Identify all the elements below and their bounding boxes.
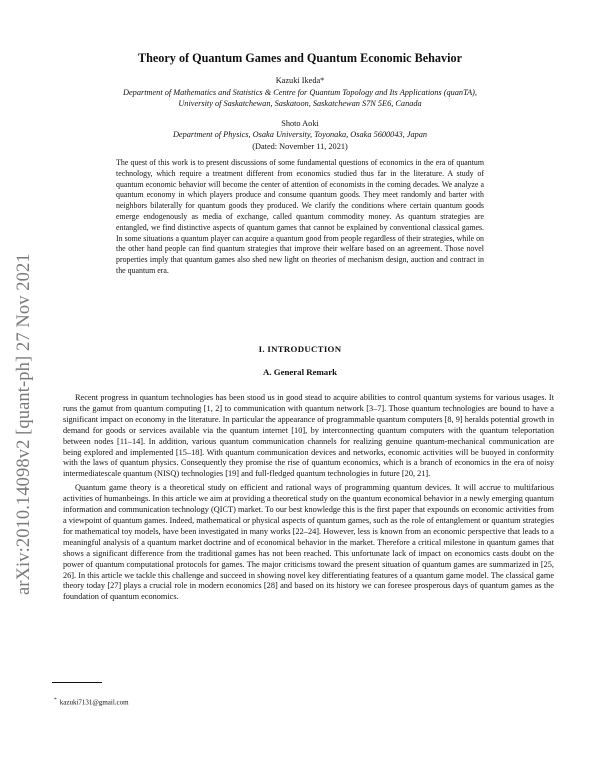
footnote-email: kazuki7131@gmail.com	[59, 698, 129, 707]
paragraph-1: Recent progress in quantum technologies has been stood us in good stead to acquire abilities to control quantum systems for various usages. It runs the gamut from quantum computing [1, 2] to communication with quantum network [3–7]. Those quantum technologies are bound to have a significant impact on economy in the literature. In particular the appearance of programmable quantum computers [8, 9] heralds potential growth in demand for goods or services available via the quantum internet [10], by interconnecting quantum computers with the quantum teleportation between nodes [11–14]. In addition, various quantum communication channels for realizing genuine quantum-mechanical communication are being explored and implemented [15–18]. With quantum communication devices and networks, economic activities will be buoyed in conformity with the laws of quantum physics. Consequently they promise the rise of quantum economics, which is a branch of economics in the era of noisy intermediatescale quantum (NISQ) technologies [19] and full-fledged quantum technologies in future [20, 21].	[63, 393, 554, 479]
arxiv-identifier: arXiv:2010.14098v2 [quant-ph] 27 Nov 2021	[14, 253, 34, 595]
subsection-heading: A. General Remark	[262, 367, 338, 377]
section-heading: I. INTRODUCTION	[258, 344, 342, 354]
abstract: The quest of this work is to present discussions of some fundamental questions of economics in the era of quantum technology, which require a treatment different from economics studied thus far in the literature. A study of quantum economic behavior will become the center of attention of economists in the coming decades. We analyze a quantum economy in which players produce and consume quantum goods. They meet randomly and barter with neighbors bilaterally for quantum goods they produced. We clarify the conditions where certain quantum goods emerge endogenously as media of exchange, called quantum commodity money. As quantum strategies are entangled, we find distinctive aspects of quantum games that cannot be explained by conventional classical games. In some situations a quantum player can acquire a quantum good from people regardless of their strategies, while on the other hand people can find quantum strategies that improve their welfare based on an agreement. Those novel properties imply that quantum games also shed new light on theories of mechanism design, auction and contract in the quantum era.	[116, 158, 484, 275]
footnote-marker: *	[54, 697, 57, 703]
affiliation-2: Department of Physics, Osaka University, Toyonaka, Osaka 5600043, Japan	[172, 130, 428, 139]
author-name-2: Shoto Aoki	[281, 119, 319, 128]
body-text	[63, 393, 554, 606]
paper-title: Theory of Quantum Games and Quantum Economic Behavior	[137, 51, 462, 65]
paragraph-2: Quantum game theory is a theoretical study on efficient and rational ways of programming quantum devices. It will accrue to multifarious activities of humanbeings. In this article we aim at providing a theoretical study on the quantum economical behavior in a newly emerging quantum information and communication technology (QICT) market. To our best knowledge this is the first paper that expounds on economic activities from a viewpoint of quantum games. Indeed, mathematical or physical aspects of quantum games, such as the role of entanglement or quantum strategies for mathematical toy models, have been investigated in many works [22–24]. However, less is known from an economic perspective that leads to a meaningful analysis of a quantum market doctrine and of economical behavior in the market. Therefore a critical milestone in quantum games that shows a significant difference from the traditional games has not been reached. This unfortunate lack of impact on economics casts doubt on the power of quantum computational protocols for games. The major criticisms toward the present situation of quantum games are summarized in [25, 26]. In this article we tackle this challenge and succeed in showing novel key differentiating features of a quantum game model. The classical game theory today [27] plays a crucial role in modern economics [28] and based on its history we can foresee prosperous days of quantum games as the foundation of quantum economics.	[63, 483, 554, 602]
dated-line: (Dated: November 11, 2021)	[252, 142, 348, 151]
footnote-divider	[52, 682, 102, 683]
affiliation-1-line-1: Department of Mathematics and Statistics & Centre for Quantum Topology and Its Applications (quanTA),	[123, 88, 477, 97]
footnote	[54, 697, 129, 706]
affiliation-1-line-2: University of Saskatchewan, Saskatoon, Saskatchewan S7N 5E6, Canada	[178, 99, 422, 108]
author-name-1: Kazuki Ikeda*	[275, 76, 325, 85]
